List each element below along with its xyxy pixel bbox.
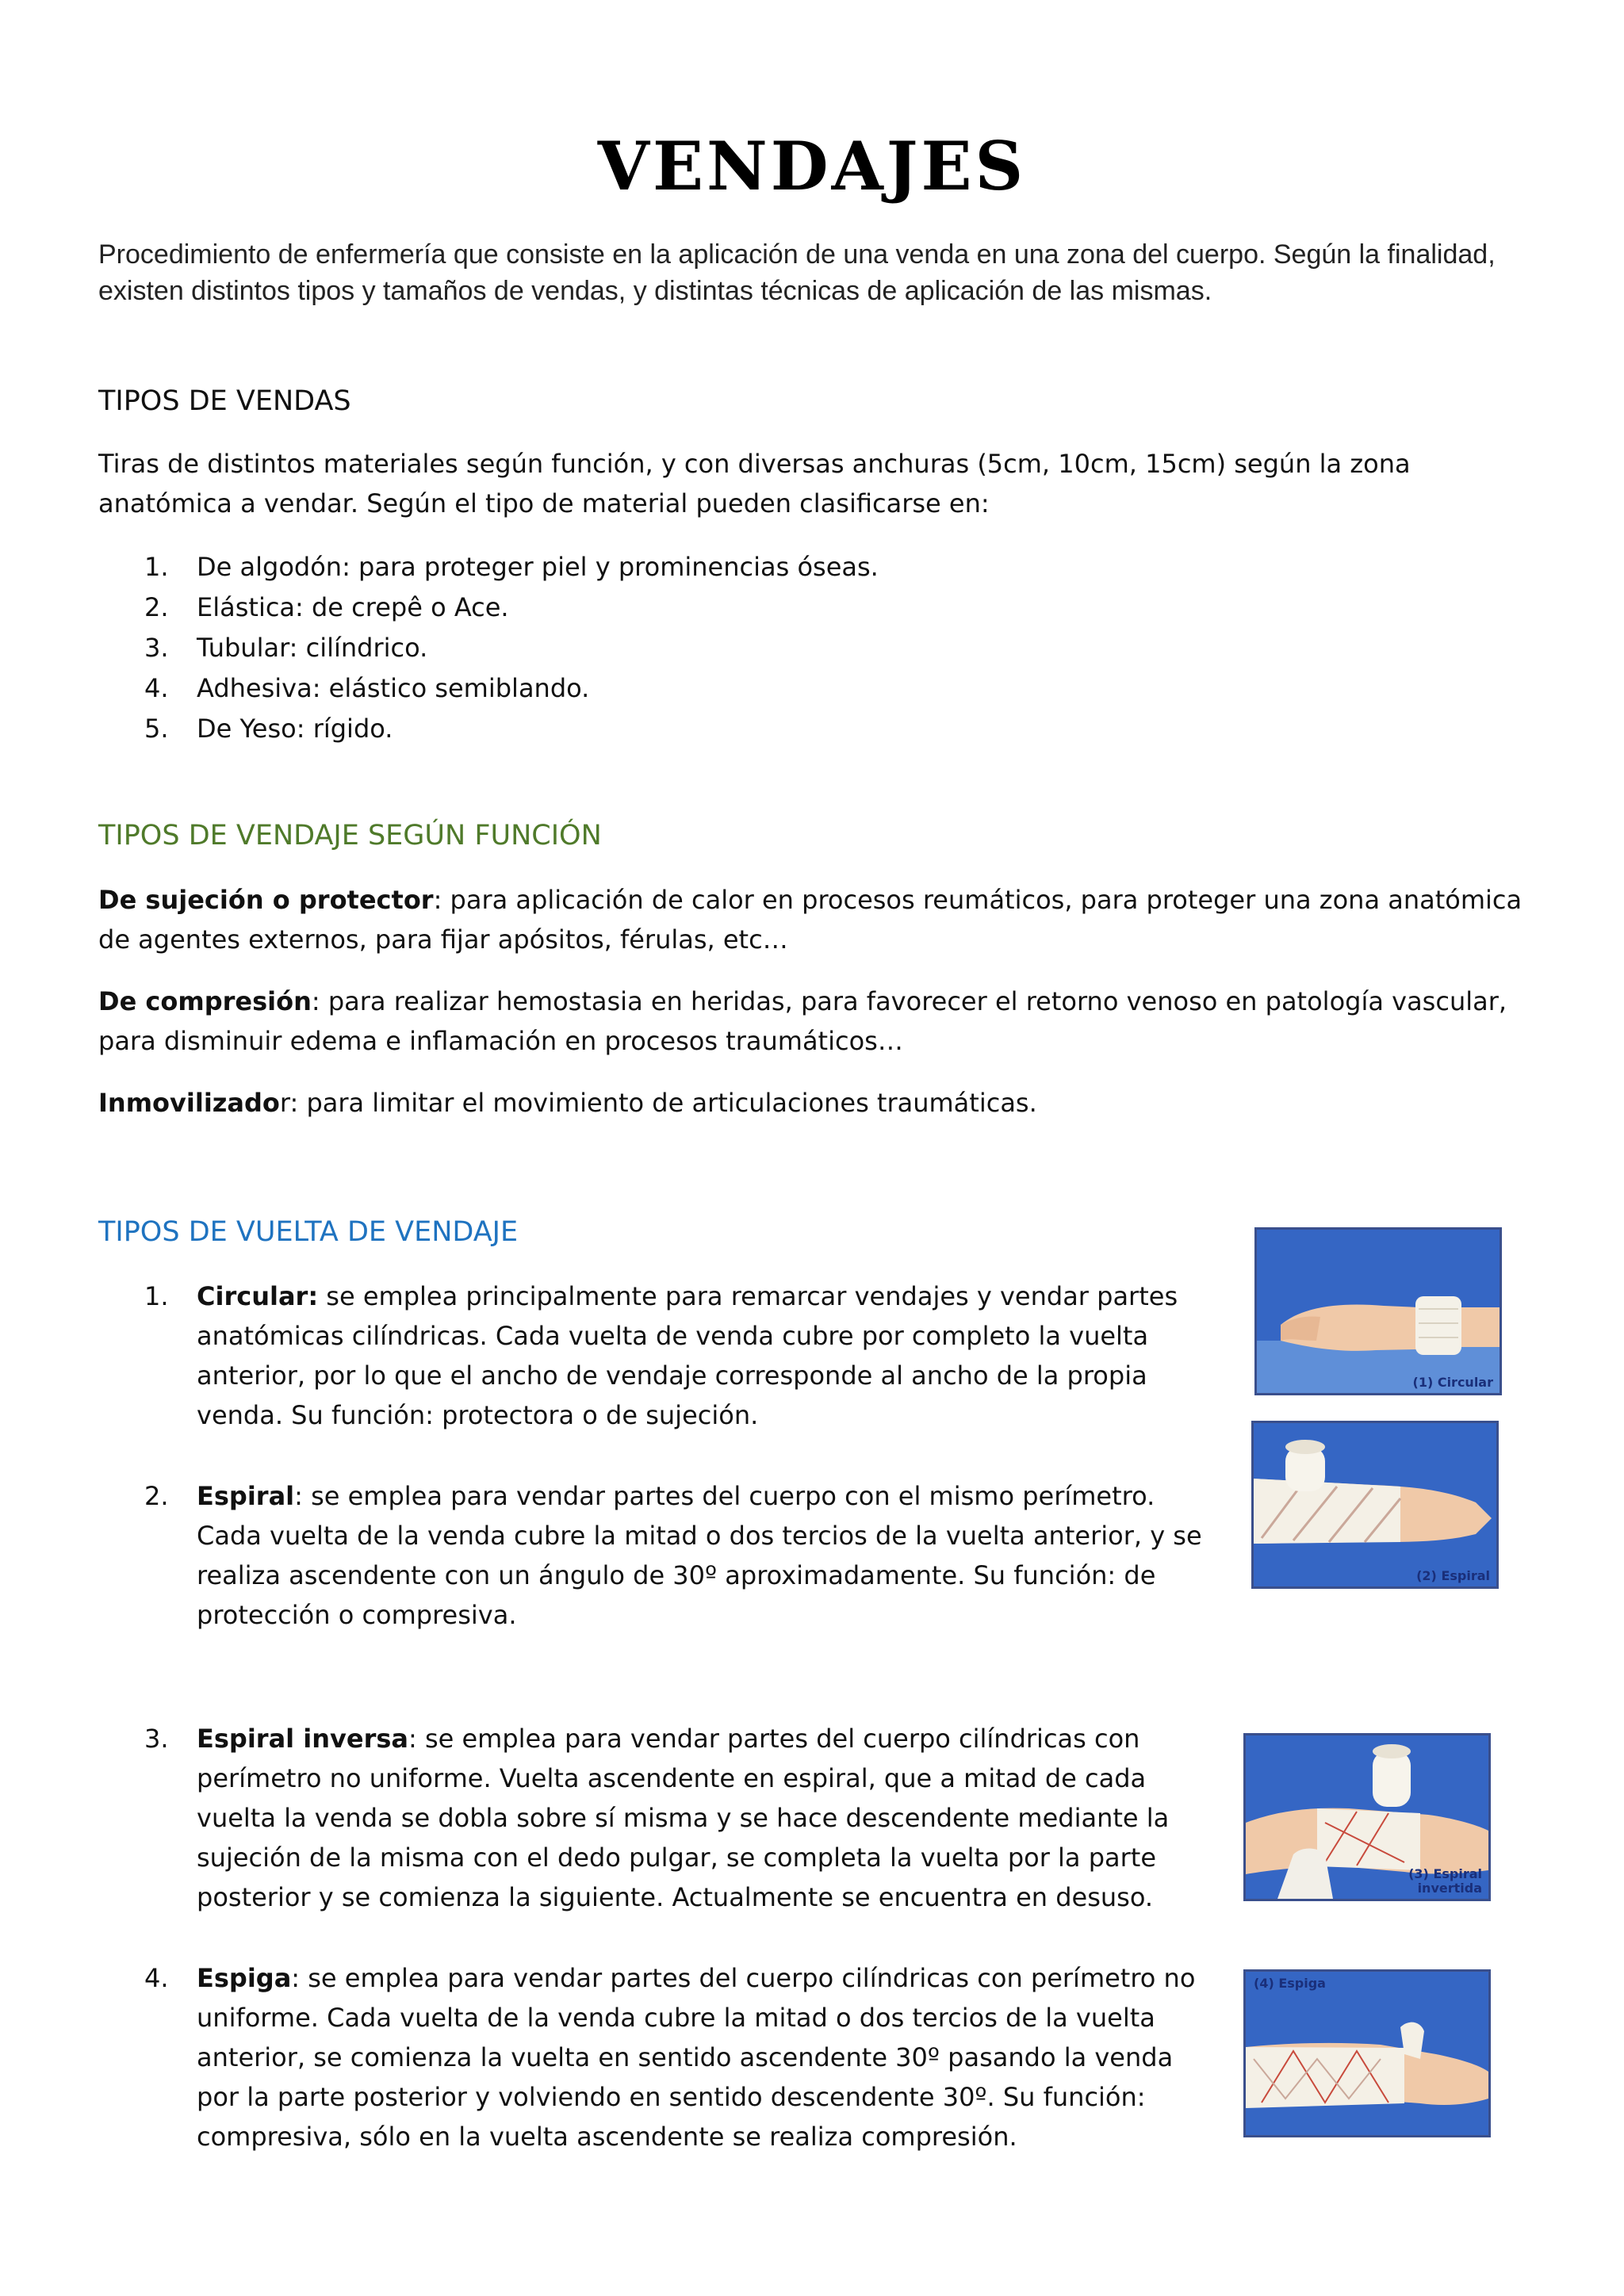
- image-caption: (3) Espiral invertida: [1408, 1866, 1482, 1896]
- materials-list: [98, 547, 1288, 749]
- reverse-spiral-bandage-image: [1243, 1733, 1491, 1901]
- circular-bandage-image: [1254, 1227, 1502, 1395]
- tipos-vendas-paragraph: Tiras de distintos materiales según función, y con diversas anchuras (5cm, 10cm, 15cm) según la zona anatómica a vendar. Según el tipo de material pueden clasificarse en:: [98, 449, 1411, 519]
- list-item: 2. Elástica: de crepê o Ace.: [144, 592, 509, 622]
- funcion-item: De compresión: para realizar hemostasia en heridas, para favorecer el retorno venoso en patología vascular, para disminuir edema e inflamación en procesos traumáticos…: [98, 986, 1507, 1056]
- image-caption: (1) Circular: [1412, 1375, 1493, 1390]
- turn-item-espiral-inversa: 3. Espiral inversa: se emplea para vendar partes del cuerpo cilíndricas con perímetro no uniforme. Vuelta ascendente en espiral, que a mitad de cada vuelta la venda se dobla sobre sí misma y se hace descendente mediante la sujeción de la misma con el dedo pulgar, se completa la vuelta por la parte posterior y se comienza la siguiente. Actualmente se encuentra en desuso.: [144, 1724, 1170, 1912]
- herringbone-bandage-image: [1243, 1969, 1491, 2137]
- intro-paragraph: Procedimiento de enfermería que consiste en la aplicación de una venda en una zona del cuerpo. Según la finalidad, existen distintos tipos y tamaños de vendas, y distintas técnicas de aplicación de las mismas.: [98, 239, 1496, 306]
- herringbone-bandage-illustration: [1246, 1972, 1488, 2135]
- heading-vueltas: TIPOS DE VUELTA DE VENDAJE: [98, 1216, 519, 1248]
- funcion-item: Inmovilizador: para limitar el movimiento de articulaciones traumáticas.: [98, 1088, 1037, 1118]
- image-caption: (4) Espiga: [1254, 1976, 1326, 1991]
- heading-funcion: TIPOS DE VENDAJE SEGÚN FUNCIÓN: [98, 820, 602, 851]
- funcion-item: De sujeción o protector: para aplicación de calor en procesos reumáticos, para proteger una zona anatómica de agentes externos, para fijar apósitos, férulas, etc…: [98, 885, 1522, 955]
- spiral-bandage-image: [1251, 1421, 1499, 1589]
- heading-tipos-de-vendas: TIPOS DE VENDAS: [98, 385, 351, 417]
- list-item: 3. Tubular: cilíndrico.: [144, 633, 428, 663]
- circular-bandage-illustration: [1257, 1230, 1500, 1393]
- page-title: VENDAJES: [597, 127, 1027, 205]
- list-item: 1. De algodón: para proteger piel y prominencias óseas.: [144, 552, 879, 582]
- image-caption: (2) Espiral: [1416, 1568, 1490, 1583]
- list-item: 4. Adhesiva: elástico semiblando.: [144, 673, 590, 703]
- spiral-bandage-illustration: [1254, 1423, 1496, 1586]
- list-item: 5. De Yeso: rígido.: [144, 714, 393, 744]
- turn-item-espiga: 4. Espiga: se emplea para vendar partes del cuerpo cilíndricas con perímetro no uniforme. Cada vuelta de la venda cubre la mitad o dos tercios de la vuelta anterior, se comienza la vuelta en sentido ascendente 30º pasando la venda por la parte posterior y volviendo en sentido descendente 30º. Su función: compresiva, sólo en la vuelta ascendente se realiza compresión.: [144, 1963, 1196, 2152]
- turn-item-espiral: 2. Espiral: se emplea para vendar partes del cuerpo con el mismo perímetro. Cada vuelta de la venda cubre la mitad o dos tercios de la vuelta anterior, y se realiza ascendente con un ángulo de 30º aproximadamente. Su función: de protección o compresiva.: [144, 1481, 1202, 1630]
- turn-item-circular: 1. Circular: se emplea principalmente para remarcar vendajes y vendar partes anatómicas cilíndricas. Cada vuelta de venda cubre por completo la vuelta anterior, por lo que el ancho de vendaje corresponde al ancho de la propia venda. Su función: protectora o de sujeción.: [144, 1281, 1178, 1430]
